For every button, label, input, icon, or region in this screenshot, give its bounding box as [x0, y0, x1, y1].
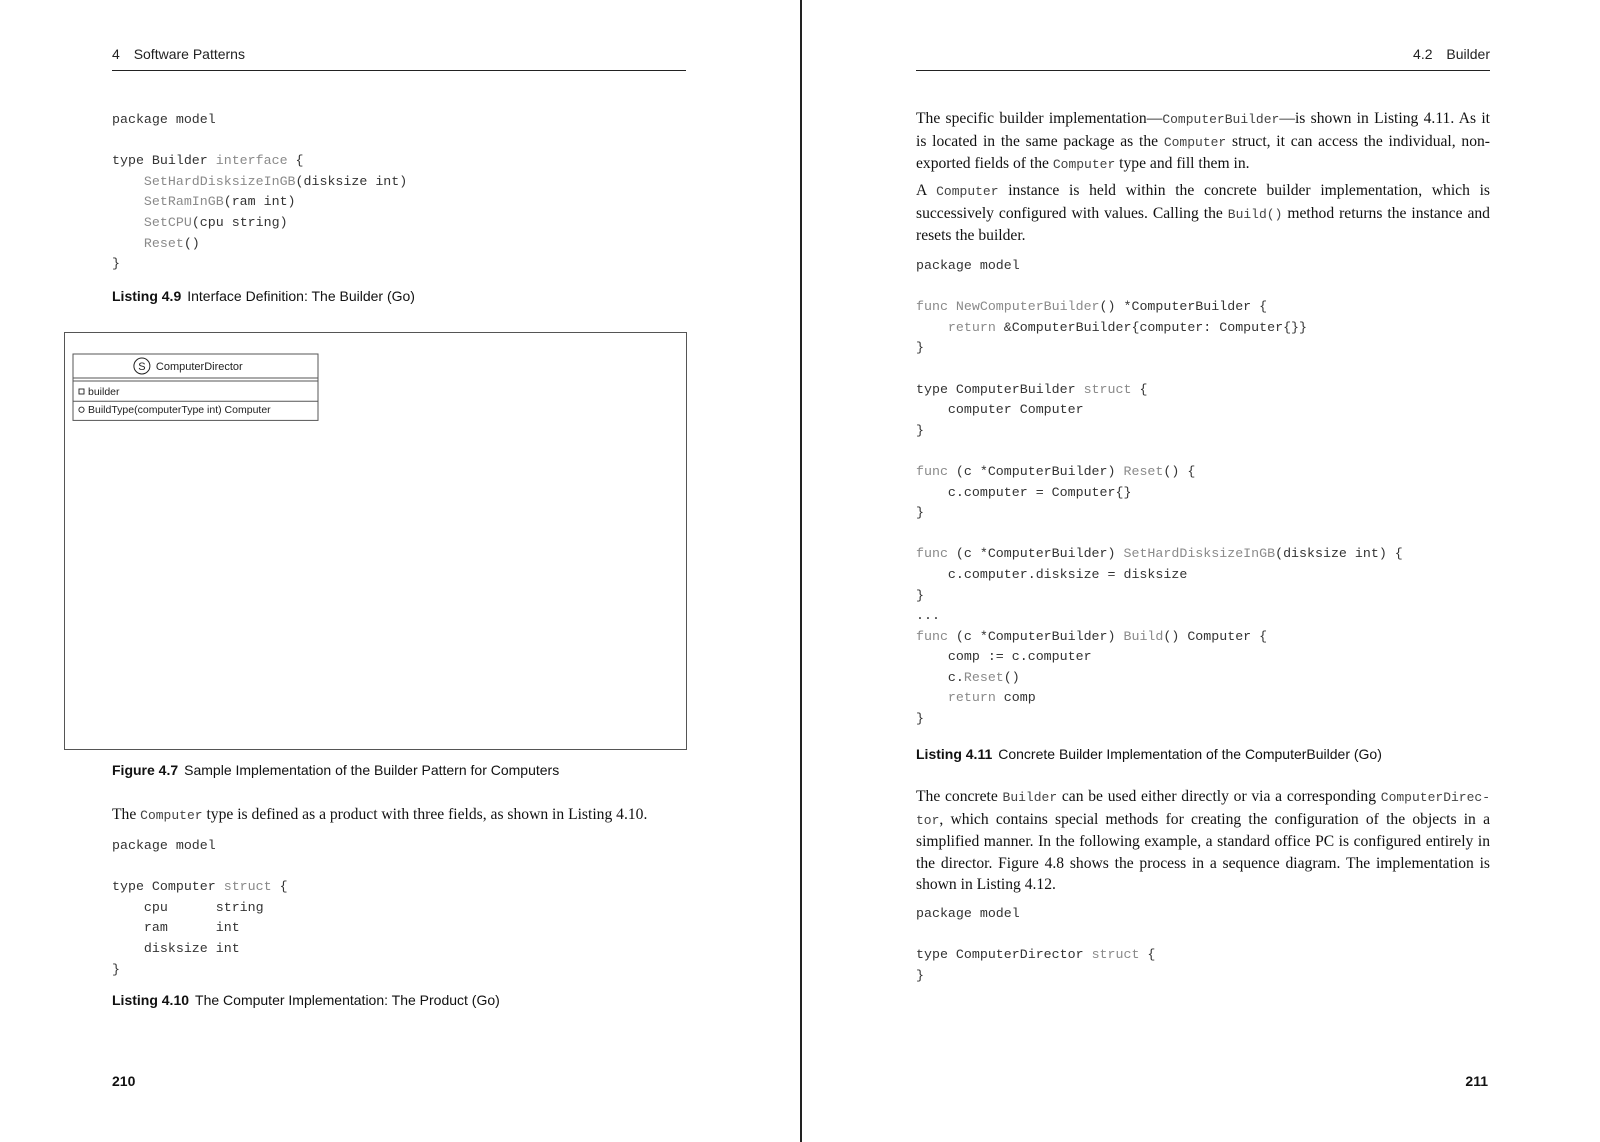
listing-4-9-code: package model type Builder interface { SetHardDisksizeInGB(disksize int) SetRamInGB(ram int) SetCPU(cpu string) Reset() } — [112, 112, 408, 272]
paragraph-builder-intro: The specific builder implementation—ComputerBuilder—is shown in Listing 4.11. As it is located in the same package as the Computer struct, it can access the individual, non-exported fields of the Computer type and fill them in. — [916, 110, 1490, 172]
chapter-title: Software Patterns — [133, 46, 245, 62]
listing-4-10-code: package model type Computer struct { cpu string ram int disksize int } — [112, 838, 288, 977]
paragraph-computer-type: The Computer type is defined as a product with three fields, as shown in Listing 4.10. — [112, 806, 648, 823]
paragraph-computer-instance: A Computer instance is held within the concrete builder implementation, which is successively configured with values. Calling the Build() method returns the instance and resets the builder. — [916, 182, 1490, 244]
right-page — [802, 0, 1600, 1142]
listing-4-12-code: package model type ComputerDirector struct { } — [916, 906, 1156, 983]
director-method: BuildType(computerType int) Computer — [88, 404, 271, 417]
section-number: 4.2 — [1413, 46, 1433, 62]
uml-class-diagram — [64, 332, 687, 750]
listing-4-10-caption: Listing 4.10 The Computer Implementation: The Product (Go) — [112, 992, 500, 1008]
page-number-right: 211 — [1465, 1073, 1488, 1089]
page-number-left: 210 — [112, 1073, 136, 1089]
director-name: ComputerDirector — [155, 361, 243, 373]
paragraph-director: The concrete Builder can be used either directly or via a corresponding ComputerDirec-tor, which contains special methods for creating the configuration of the objects in a simplified manner. In the following example, a standard office PC is configured entirely in the director. Figure 4.8 shows the process in a sequence diagram. The implementation is shown in Listing 4.12. — [916, 788, 1490, 893]
listing-4-11-code: package model func NewComputerBuilder() *ComputerBuilder { return &ComputerBuilder{computer: Computer{}} } type ComputerBuilder struct { computer Computer } func (c *ComputerBuilder) Reset() { c.computer = Computer{} } func (c *ComputerBuilder) SetHardDisksizeInGB(disksize int) { c.computer.disksize = disksize } ... func (c *ComputerBuilder) Build() Computer { comp := c.computer c.Reset() return comp } — [916, 258, 1403, 727]
listing-4-11-caption: Listing 4.11 Concrete Builder Implementation of the ComputerBuilder (Go) — [916, 746, 1382, 762]
director-field: builder — [88, 386, 120, 398]
section-title: Builder — [1446, 46, 1490, 62]
listing-4-9-caption: Listing 4.9 Interface Definition: The Builder (Go) — [112, 288, 415, 304]
figure-4-7-caption: Figure 4.7 Sample Implementation of the Builder Pattern for Computers — [112, 762, 560, 778]
running-header-left — [112, 46, 686, 71]
director-stereotype-letter: S — [138, 361, 146, 373]
running-header-right — [916, 46, 1490, 71]
chapter-number: 4 — [112, 46, 120, 62]
